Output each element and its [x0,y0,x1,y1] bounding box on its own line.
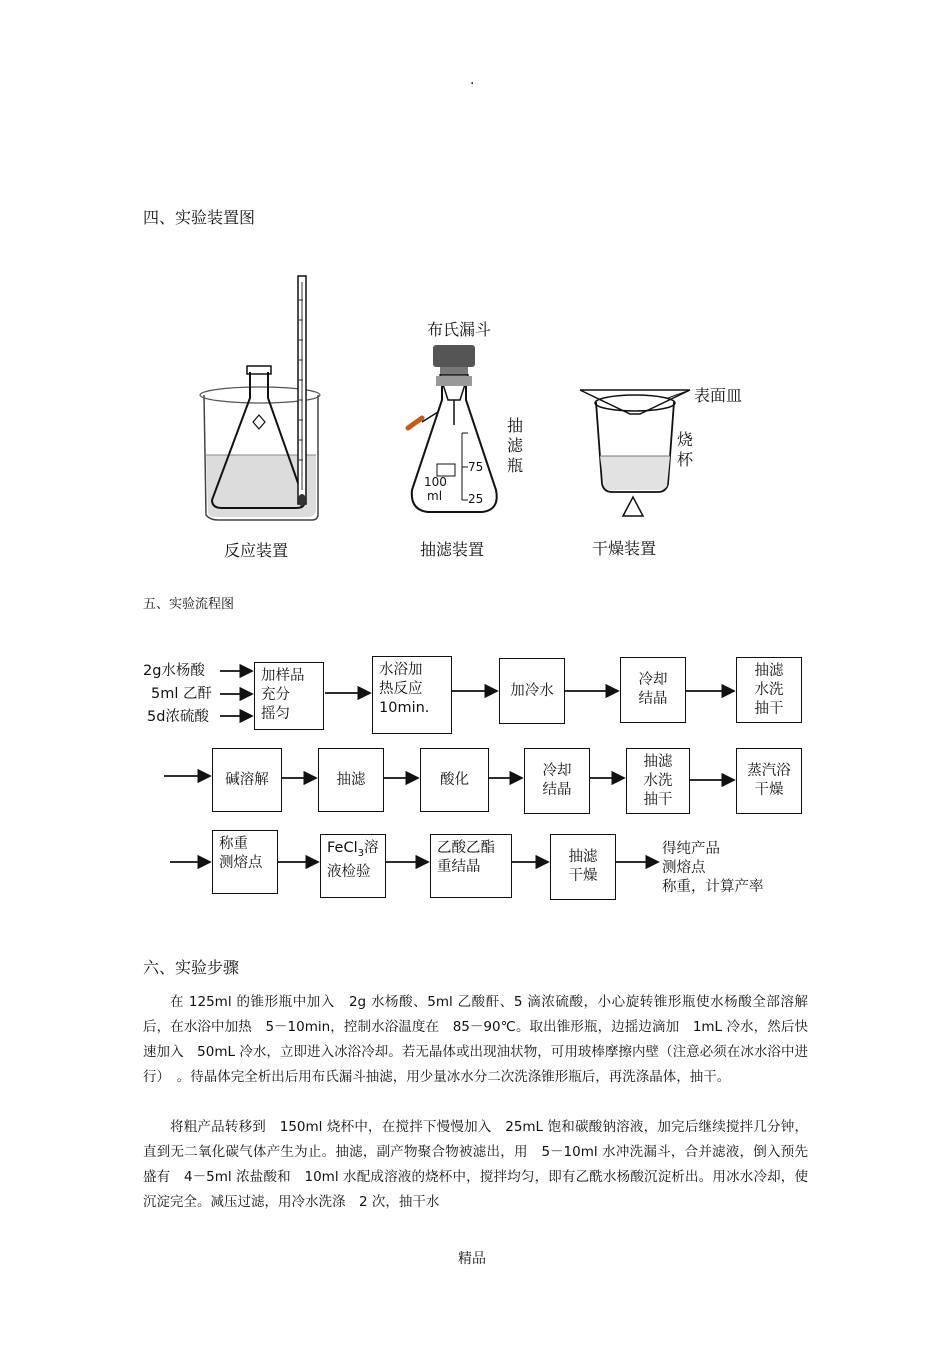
flow-input-3: 5d浓硫酸 [147,709,209,725]
fecl3-line2: 液检验 [327,863,371,880]
flow-box-acidify: 酸化 [420,748,489,812]
fecl3-text: FeCl [327,840,358,856]
filter-flask-label: 抽滤瓶 [506,416,523,475]
footer-text: 精品 [458,1251,486,1267]
filtration-apparatus-caption: 抽滤装置 [420,540,485,559]
flow-box-fecl3-test [320,834,386,898]
reaction-apparatus-drawing [200,276,320,520]
watch-glass-label: 表面皿 [694,386,743,405]
reaction-apparatus-caption: 反应装置 [224,541,289,560]
beaker-label: 烧杯 [676,430,693,469]
section4-title: 四、实验装置图 [143,208,256,227]
flow-box-weigh-melting-point: 称重 测熔点 [212,830,278,894]
flow-box-filter-wash-1: 抽滤 水洗 抽干 [736,657,802,723]
header-dot: . [470,72,475,88]
buchner-funnel-label: 布氏漏斗 [427,320,492,339]
fecl3-text-post: 溶 [364,840,379,856]
flow-input-1: 2g水杨酸 [143,663,205,679]
flow-box-ethyl-acetate: 乙酸乙酯 重结晶 [430,834,512,898]
filtration-apparatus-drawing [408,345,497,512]
flask-mark-25: 25 [468,492,484,506]
flask-mark-100: 100 [424,475,447,489]
flask-mark-75: 75 [468,460,484,474]
flow-box-add-cold-water: 加冷水 [499,658,565,724]
drying-apparatus-drawing [580,390,690,516]
flask-mark-ml: ml [427,489,443,503]
flow-box-filter-wash-2: 抽滤 水洗 抽干 [626,748,690,814]
section5-title: 五、实验流程图 [143,597,235,612]
section6-title: 六、实验步骤 [143,958,240,977]
flow-box-steam-dry: 蒸汽浴 干燥 [736,748,802,814]
flow-output-text: 得纯产品 测熔点 称重，计算产率 [662,841,764,895]
drying-apparatus-caption: 干燥装置 [592,539,657,558]
flow-input-2: 5ml 乙酐 [151,686,212,702]
flow-box-water-bath: 水浴加 热反应 10min. [372,656,452,734]
step-paragraph-1: 在 125ml 的锥形瓶中加入 2g 水杨酸、5ml 乙酸酐、5 滴浓硫酸，小心旋转锥形瓶使水杨酸全部溶解后，在水浴中加热 5－10min，控制水浴温度在 85－90℃。取出锥形瓶，边摇边滴加 1mL 冷水，然后快速加入 50mL 冷水，立即进入冰浴冷却。若无晶体或出现油状物，可用玻棒摩擦内壁（注意必须在冰水浴中进行） 。待晶体完全析出后用布氏漏斗抽滤，用少量冰水分二次洗涤锥形瓶后，再洗涤晶体，抽干。 [143,994,808,1085]
fecl3-subscript: 3 [357,847,364,859]
flow-box-filter: 抽滤 [318,748,384,812]
flow-box-filter-dry: 抽滤 干燥 [550,834,616,900]
step-paragraph-2: 将粗产品转移到 150ml 烧杯中，在搅拌下慢慢加入 25mL 饱和碳酸钠溶液，加完后继续搅拌几分钟，直到无二氧化碳气体产生为止。抽滤，副产物聚合物被滤出，用 5－10ml 水冲洗漏斗，合并滤液，倒入预先盛有 4－5ml 浓盐酸和 10ml 水配成溶液的烧杯中，搅拌均匀，即有乙酰水杨酸沉淀析出。用冰水冷却，使沉淀完全。减压过滤，用冷水洗涤 2 次，抽干水 [143,1119,808,1210]
flow-box-cool-crystallize-2: 冷却 结晶 [524,748,590,814]
flow-box-base-dissolve: 碱溶解 [212,748,282,812]
flow-box-cool-crystallize-1: 冷却 结晶 [620,657,686,723]
flow-box-add-sample: 加样品 充分 摇匀 [254,662,324,730]
